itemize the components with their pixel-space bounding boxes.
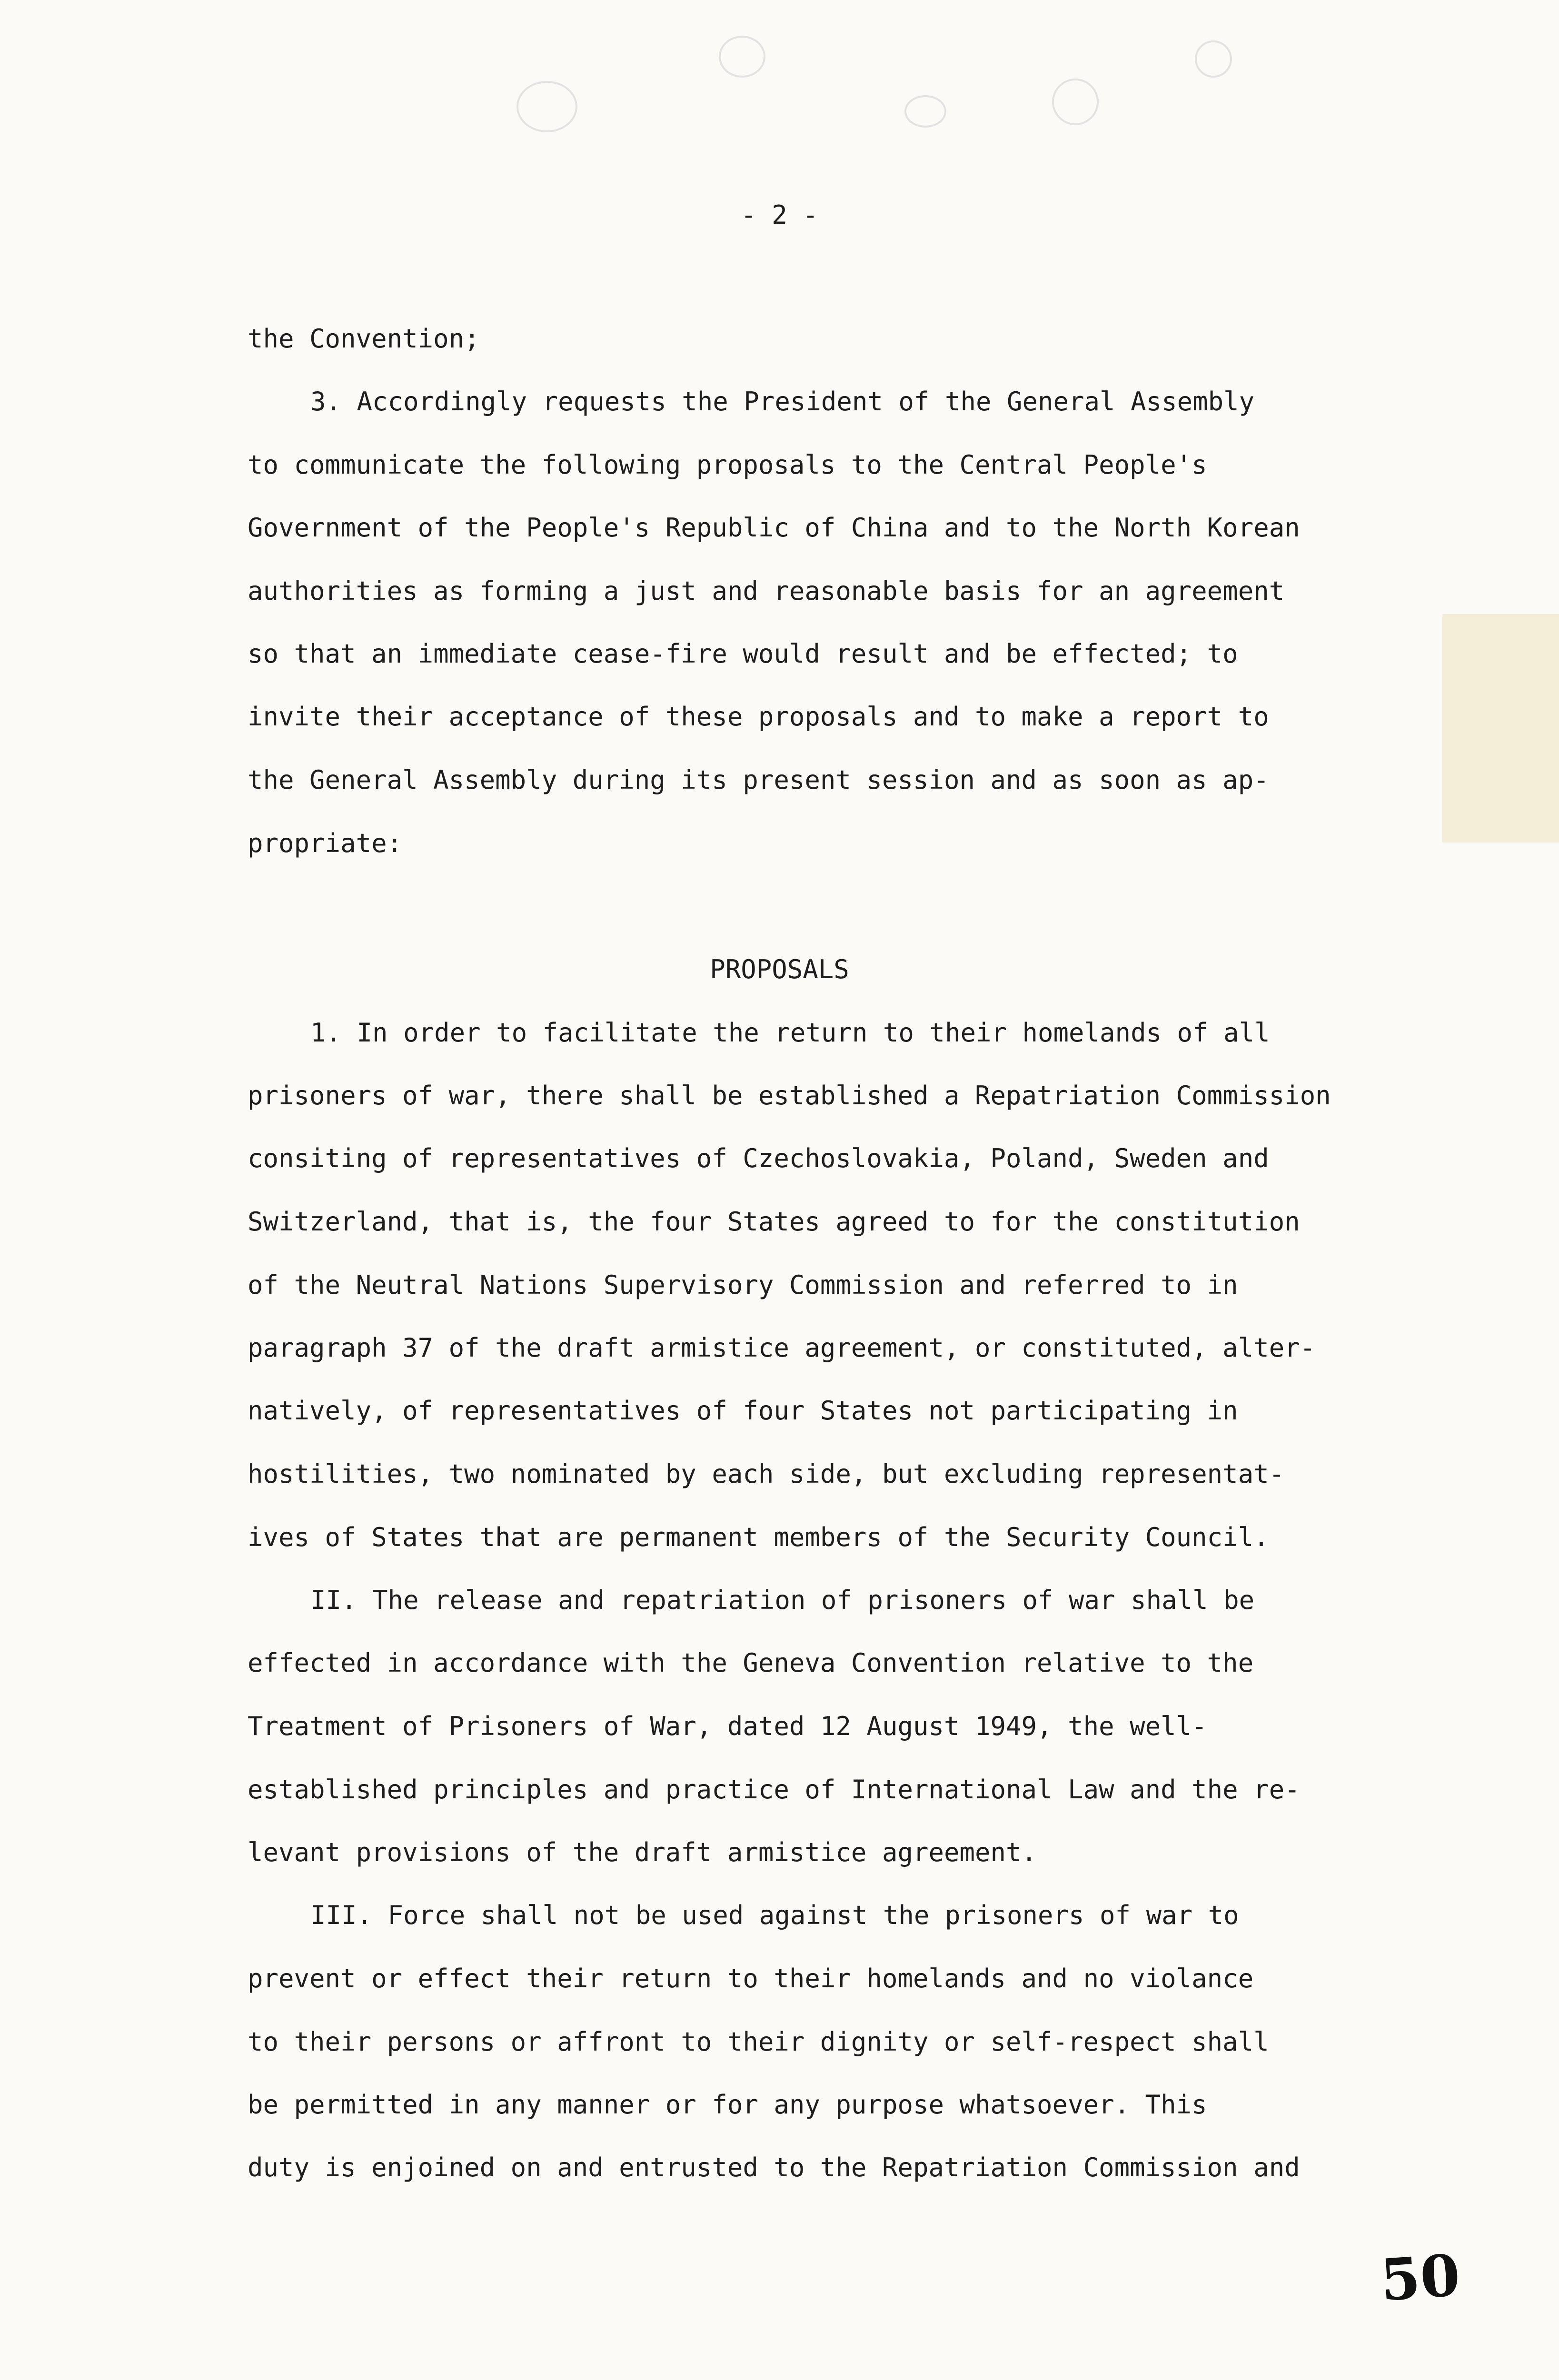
text-line: authorities as forming a just and reasonable basis for an agreement (248, 576, 1285, 606)
page-number: - 2 - (741, 200, 818, 230)
section-heading: PROPOSALS (710, 954, 849, 984)
text-line: invite their acceptance of these proposals and to make a report to (248, 702, 1269, 732)
text-line: Government of the People's Republic of China and to the North Korean (248, 513, 1300, 543)
text-line: be permitted in any manner or for any purpose whatsoever. This (248, 2090, 1207, 2120)
text-line: prisoners of war, there shall be established a Repatriation Commission (248, 1081, 1331, 1111)
punch-hole-mark (516, 81, 577, 132)
punch-hole-mark (719, 36, 765, 78)
text-line: 3. Accordingly requests the President of the General Assembly (310, 387, 1255, 416)
text-line: to their persons or affront to their dignity or self-respect shall (248, 2027, 1269, 2057)
text-line: established principles and practice of International Law and the re- (248, 1775, 1300, 1805)
text-line: duty is enjoined on and entrusted to the Repatriation Commission and (248, 2152, 1300, 2182)
text-line: to communicate the following proposals to the Central People's (248, 450, 1207, 480)
handwritten-folio-number: 50 (1378, 2241, 1462, 2314)
text-line: hostilities, two nominated by each side, but excluding representat- (248, 1459, 1285, 1489)
punch-hole-mark (1052, 79, 1099, 125)
text-line: III. Force shall not be used against the prisoners of war to (310, 1900, 1239, 1930)
text-line: ives of States that are permanent members of the Security Council. (248, 1522, 1269, 1552)
text-line: II. The release and repatriation of prisoners of war shall be (310, 1585, 1255, 1615)
text-line: propriate: (248, 828, 403, 858)
text-line: prevent or effect their return to their homelands and no violance (248, 1964, 1254, 1993)
text-line: effected in accordance with the Geneva Convention relative to the (248, 1648, 1254, 1678)
text-line: paragraph 37 of the draft armistice agreement, or constituted, alter- (248, 1333, 1316, 1363)
text-line: the General Assembly during its present session and as soon as ap- (248, 765, 1269, 795)
punch-hole-mark (904, 95, 946, 128)
paper-stain (1442, 614, 1559, 843)
text-line: natively, of representatives of four States not participating in (248, 1396, 1238, 1426)
text-line: Treatment of Prisoners of War, dated 12 August 1949, the well- (248, 1711, 1207, 1741)
text-line: Switzerland, that is, the four States agreed to for the constitution (248, 1207, 1300, 1237)
text-line: levant provisions of the draft armistice agreement. (248, 1837, 1037, 1867)
text-line: the Convention; (248, 324, 480, 354)
text-line: of the Neutral Nations Supervisory Commission and referred to in (248, 1270, 1238, 1300)
text-line: 1. In order to facilitate the return to their homelands of all (310, 1018, 1270, 1048)
punch-hole-mark (1195, 40, 1232, 78)
text-line: consiting of representatives of Czechoslovakia, Poland, Sweden and (248, 1143, 1269, 1173)
text-line: so that an immediate cease-fire would result and be effected; to (248, 639, 1238, 669)
